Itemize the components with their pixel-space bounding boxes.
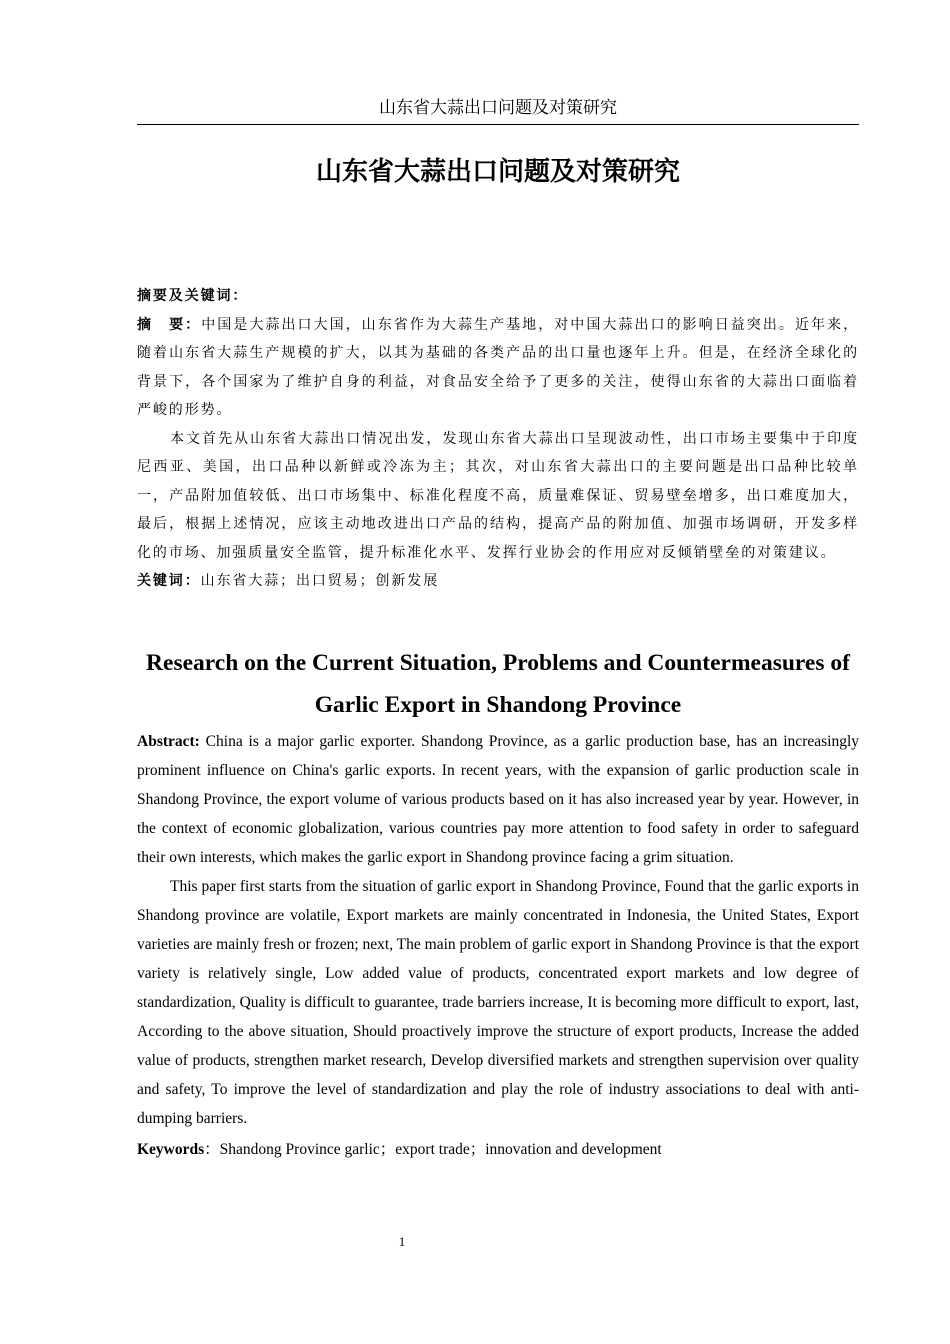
chinese-title: 山东省大蒜出口问题及对策研究 [315, 157, 680, 187]
chinese-keywords-label: 关键词： [137, 573, 201, 589]
english-abstract-section [137, 727, 859, 1164]
chinese-keywords [137, 567, 859, 596]
english-abstract-paragraph-2: This paper first starts from the situation of garlic export in Shandong Province, Found that the garlic exports in Shandong province are volatile, Export markets are mainly concentrated in Indonesia, the United States, Export varieties are mainly fresh or frozen; next, The main problem of garlic export in Shandong Province is that the export variety is relatively single, Low added value of products, concentrated export markets and low degree of standardization, Quality is difficult to guarantee, trade barriers increase, It is becoming more difficult to export, last, According to the above situation, Should proactively improve the structure of export products, Increase the added value of products, strengthen market research, Develop diversified markets and strengthen supervision over quality and safety, To improve the level of standardization and play the role of industry associations to deal with anti-dumping barriers. [137, 878, 859, 1127]
english-abstract-paragraph-1 [137, 727, 859, 872]
chinese-abstract-paragraph-2: 本文首先从山东省大蒜出口情况出发，发现山东省大蒜出口呈现波动性，出口市场主要集中于印度尼西亚、美国，出口品种以新鲜或冷冻为主；其次，对山东省大蒜出口的主要问题是出口品种比较单一，产品附加值较低、出口市场集中、标准化程度不高，质量难保证、贸易壁垒增多，出口难度加大，最后，根据上述情况，应该主动地改进出口产品的结构，提高产品的附加值、加强市场调研，开发多样化的市场、加强质量安全监管，提升标准化水平、发挥行业协会的作用应对反倾销壁垒的对策建议。 [137, 430, 859, 561]
english-keywords-text: ：Shandong Province garlic；export trade；innovation and development [204, 1141, 662, 1158]
chinese-abstract-paragraph-1 [137, 311, 859, 425]
chinese-abstract-label: 摘 要： [137, 316, 202, 333]
chinese-abstract-text-1: 中国是大蒜出口大国，山东省作为大蒜生产基地，对中国大蒜出口的影响日益突出。近年来，随着山东省大蒜生产规模的扩大，以其为基础的各类产品的出口量也逐年上升。但是，在经济全球化的背景下，各个国家为了维护自身的利益，对食品安全给予了更多的关注，使得山东省的大蒜出口面临着严峻的形势。 [137, 316, 859, 418]
english-title: Research on the Current Situation, Problems and Countermeasures of Garlic Export in Shandong Province [146, 650, 850, 718]
english-keywords-label: Keywords [137, 1141, 205, 1158]
chinese-keywords-text: 山东省大蒜；出口贸易；创新发展 [200, 573, 440, 589]
english-keywords [137, 1135, 859, 1164]
page-number: 1 [398, 1234, 406, 1249]
header-rule [137, 124, 859, 125]
running-header: 山东省大蒜出口问题及对策研究 [379, 98, 617, 118]
english-abstract-label: Abstract: [137, 733, 200, 750]
english-abstract-text-1: China is a major garlic exporter. Shandong Province, as a garlic production base, has an increasingly prominent influence on China's garlic exports. In recent years, with the expansion of garlic production scale in Shandong Province, the export volume of various products based on it has also increased year by year. However, in the context of economic globalization, various countries pay more attention to food safety in order to safeguard their own interests, which makes the garlic export in Shandong province facing a grim situation. [137, 733, 860, 866]
abstract-keywords-heading: 摘要及关键词： [137, 288, 249, 304]
chinese-abstract-section [137, 282, 859, 596]
